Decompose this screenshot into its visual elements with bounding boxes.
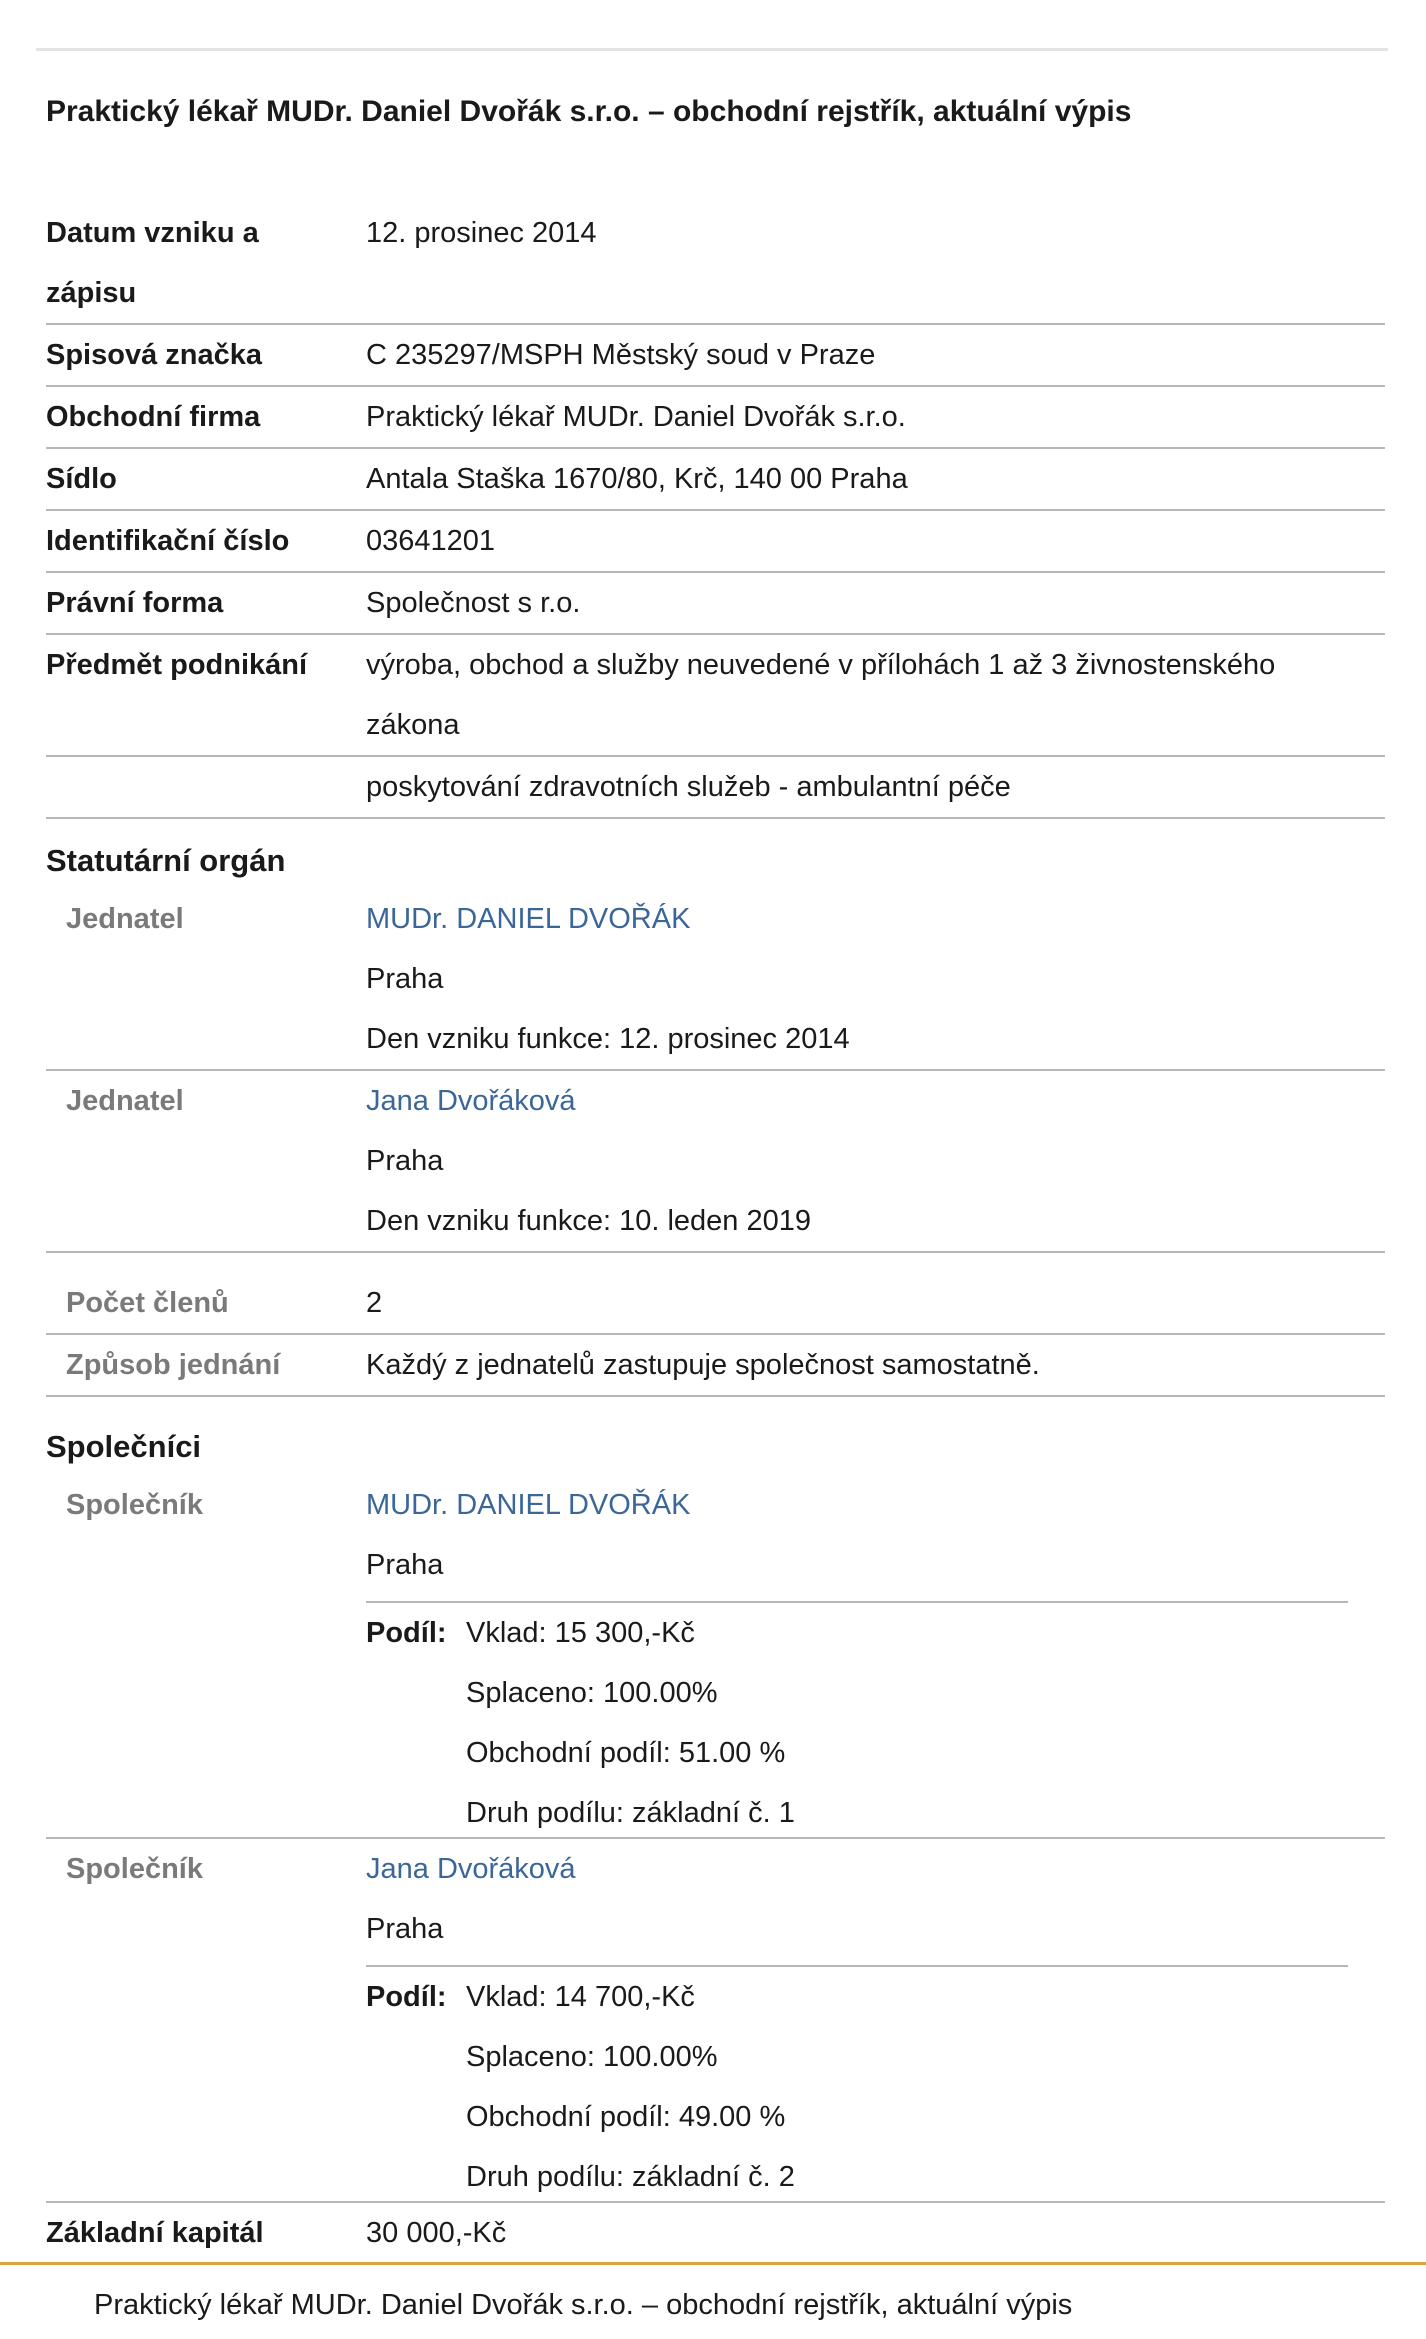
- row-predmet-podnikani: [46, 635, 1385, 757]
- value-predmet-podnikani-1: výroba, obchod a služby neuvedené v přílohách 1 až 3 živnostenského zákona: [366, 649, 1276, 741]
- label-pravni-forma: Právní forma: [46, 587, 224, 619]
- podil-splaceno: Splaceno: 100.00%: [466, 2041, 718, 2073]
- partner-name-link[interactable]: MUDr. DANIEL DVOŘÁK: [366, 1489, 691, 1521]
- section-statutarni-organ: Statutární orgán: [46, 843, 286, 878]
- value-predmet-podnikani-2: poskytování zdravotních služeb - ambulantní péče: [366, 771, 1011, 803]
- podil-obchodni: Obchodní podíl: 51.00 %: [466, 1737, 786, 1769]
- partner-details: [366, 1839, 1366, 1959]
- label-predmet-podnikani: Předmět podnikání: [46, 649, 308, 681]
- registry-extract-card: [36, 48, 1388, 2263]
- label-datum-vzniku: Datum vzniku a zápisu: [46, 217, 259, 309]
- row-spisova-znacka: [46, 325, 1385, 387]
- label-identifikacni-cislo: Identifikační číslo: [46, 525, 290, 557]
- podil-druh: Druh podílu: základní č. 1: [466, 1797, 795, 1829]
- label-obchodni-firma: Obchodní firma: [46, 401, 261, 433]
- value-zakladni-kapital: 30 000,-Kč: [366, 2217, 507, 2249]
- partner-entry: [46, 1839, 1385, 2203]
- value-pocet-clenu: 2: [366, 1287, 383, 1319]
- row-predmet-podnikani-2: [46, 757, 1385, 819]
- podil-druh: Druh podílu: základní č. 2: [466, 2161, 795, 2193]
- row-zpusob-jednani: [46, 1335, 1385, 1397]
- value-zpusob-jednani: Každý z jednatelů zastupuje společnost samostatně.: [366, 1349, 1040, 1381]
- member-since: Den vzniku funkce: 12. prosinec 2014: [366, 1023, 850, 1055]
- member-city: Praha: [366, 963, 444, 995]
- section-spolecnici: Společníci: [46, 1429, 202, 1464]
- member-since: Den vzniku funkce: 10. leden 2019: [366, 1205, 811, 1237]
- value-spisova-znacka: C 235297/MSPH Městský soud v Praze: [366, 339, 876, 371]
- partner-city: Praha: [366, 1549, 444, 1581]
- member-role: Jednatel: [66, 903, 184, 935]
- row-obchodni-firma: [46, 387, 1385, 449]
- member-role: Jednatel: [66, 1085, 184, 1117]
- partner-role: Společník: [66, 1489, 203, 1521]
- podil-details: [466, 1603, 795, 1843]
- page-title: Praktický lékař MUDr. Daniel Dvořák s.r.o. – obchodní rejstřík, aktuální výpis: [46, 95, 1132, 128]
- label-spisova-znacka: Spisová značka: [46, 339, 262, 371]
- member-name-link[interactable]: MUDr. DANIEL DVOŘÁK: [366, 903, 691, 935]
- member-details: [366, 1071, 1366, 1251]
- podil-vklad: Vklad: 14 700,-Kč: [466, 1981, 695, 2013]
- value-obchodni-firma: Praktický lékař MUDr. Daniel Dvořák s.r.o.: [366, 401, 906, 433]
- value-sidlo: Antala Staška 1670/80, Krč, 140 00 Praha: [366, 463, 908, 495]
- statutarni-member: [46, 1071, 1385, 1253]
- label-zpusob-jednani: Způsob jednání: [66, 1349, 281, 1381]
- podil-vklad: Vklad: 15 300,-Kč: [466, 1617, 695, 1649]
- value-pravni-forma: Společnost s r.o.: [366, 587, 581, 619]
- partner-city: Praha: [366, 1913, 444, 1945]
- podil-obchodni: Obchodní podíl: 49.00 %: [466, 2101, 786, 2133]
- podil-details: [466, 1967, 795, 2207]
- value-datum-vzniku: 12. prosinec 2014: [366, 217, 597, 249]
- partner-details: [366, 1475, 1366, 1595]
- row-pocet-clenu: [46, 1273, 1385, 1335]
- row-identifikacni-cislo: [46, 511, 1385, 573]
- podil-label: Podíl:: [366, 1617, 447, 1649]
- page-footer: [0, 2262, 1426, 2339]
- value-identifikacni-cislo: 03641201: [366, 525, 496, 557]
- podil-label: Podíl:: [366, 1981, 447, 2013]
- row-sidlo: [46, 449, 1385, 511]
- label-pocet-clenu: Počet členů: [66, 1287, 229, 1319]
- row-pravni-forma: [46, 573, 1385, 635]
- row-zakladni-kapital: [46, 2203, 1385, 2265]
- partner-entry: [46, 1475, 1385, 1839]
- footer-text: Praktický lékař MUDr. Daniel Dvořák s.r.o. – obchodní rejstřík, aktuální výpis: [94, 2289, 1073, 2321]
- podil-splaceno: Splaceno: 100.00%: [466, 1677, 718, 1709]
- member-city: Praha: [366, 1145, 444, 1177]
- label-zakladni-kapital: Základní kapitál: [46, 2217, 264, 2249]
- statutarni-member: [46, 889, 1385, 1071]
- row-datum-vzniku: [46, 203, 1385, 325]
- partner-role: Společník: [66, 1853, 203, 1885]
- member-name-link[interactable]: Jana Dvořáková: [366, 1085, 576, 1117]
- member-details: [366, 889, 1366, 1069]
- partner-name-link[interactable]: Jana Dvořáková: [366, 1853, 576, 1885]
- label-sidlo: Sídlo: [46, 463, 117, 495]
